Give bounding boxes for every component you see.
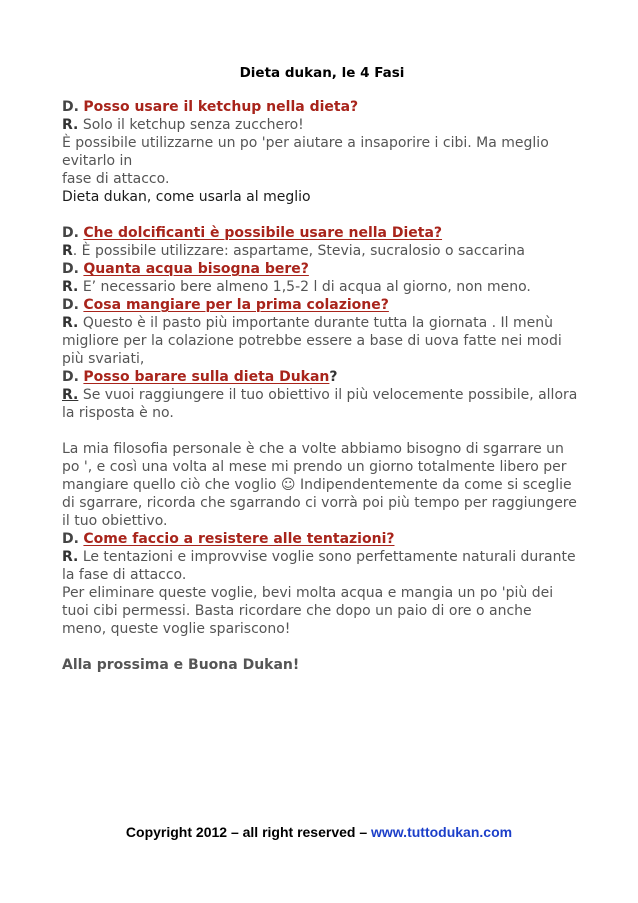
d-label: D.: [62, 531, 79, 547]
question-3-text: Quanta acqua bisogna bere?: [83, 261, 309, 277]
answer-6-line-1: R. Le tentazioni e improvvise voglie sono perfettamente naturali durante: [62, 549, 576, 565]
document-title: Dieta dukan, le 4 Fasi: [239, 65, 405, 81]
answer-5-line-2: la risposta è no.: [62, 405, 174, 421]
philosophy-line-1: La mia filosofia personale è che a volte abbiamo bisogno di sgarrare un: [62, 441, 564, 457]
question-2-text: Che dolcificanti è possibile usare nella Dieta?: [83, 225, 443, 241]
question-1: [62, 98, 582, 116]
footer-copyright: Copyright 2012 – all right reserved –: [125, 824, 372, 840]
question-1-text: Posso usare il ketchup nella dieta?: [83, 99, 359, 115]
philosophy-line-5: il tuo obiettivo.: [62, 513, 168, 529]
question-3: [62, 260, 582, 278]
philosophy-line-3: mangiare quello ciò che voglio ☺ Indipendentemente da come si sceglie: [62, 477, 572, 493]
question-2: [62, 224, 582, 242]
answer-6-line-5: meno, queste voglie spariscono!: [62, 621, 291, 637]
spacer: [62, 206, 582, 224]
question-5-text: Posso barare sulla dieta Dukan: [83, 369, 330, 385]
d-label: D.: [62, 261, 79, 277]
philosophy-line-2: po ', e così una volta al mese mi prendo un giorno totalmente libero per: [62, 459, 567, 475]
answer-4-line-2: migliore per la colazione potrebbe essere a base di uova fatte nei modi: [62, 333, 562, 349]
answer-4-line-1: R. Questo è il pasto più importante durante tutta la giornata . Il menù: [62, 315, 554, 331]
article-link[interactable]: Dieta dukan, come usarla al meglio: [62, 189, 311, 205]
r-label: R.: [62, 549, 79, 565]
answer-1-line-1: R. Solo il ketchup senza zucchero!: [62, 117, 304, 133]
question-6-text: Come faccio a resistere alle tentazioni?: [83, 531, 395, 547]
answer-6-line-3: Per eliminare queste voglie, bevi molta acqua e mangia un po 'più dei: [62, 585, 554, 601]
answer-1-line-4: fase di attacco.: [62, 171, 170, 187]
closing-line: Alla prossima e Buona Dukan!: [62, 657, 300, 673]
answer-1-line-3: evitarlo in: [62, 153, 133, 169]
question-mark: ?: [329, 369, 338, 385]
answer-6-line-4: tuoi cibi permessi. Basta ricordare che dopo un paio di ore o anche: [62, 603, 532, 619]
question-4-text: Cosa mangiare per la prima colazione?: [83, 297, 389, 313]
spacer: [62, 638, 582, 656]
d-label: D.: [62, 99, 79, 115]
r-label: R: [62, 243, 73, 259]
answer-2: R. È possibile utilizzare: aspartame, Stevia, sucralosio o saccarina: [62, 243, 525, 259]
philosophy-line-4: di sgarrare, ricorda che sgarrando ci vorrà poi più tempo per raggiungere: [62, 495, 577, 511]
answer-3: R. E’ necessario bere almeno 1,5-2 l di acqua al giorno, non meno.: [62, 279, 531, 295]
d-label: D.: [62, 369, 79, 385]
answer-1-line-2: È possibile utilizzarne un po 'per aiutare a insaporire i cibi. Ma meglio: [62, 135, 549, 151]
r-label: R.: [62, 315, 79, 331]
d-label: D.: [62, 297, 79, 313]
d-label: D.: [62, 225, 79, 241]
r-label: R.: [62, 387, 79, 403]
answer-4-line-3: più svariati,: [62, 351, 145, 367]
document-body: [62, 64, 582, 674]
question-5: [62, 368, 582, 386]
spacer: [62, 422, 582, 440]
question-4: [62, 296, 582, 314]
footer: [0, 823, 638, 841]
r-label: R.: [62, 117, 79, 133]
r-label: R.: [62, 279, 79, 295]
answer-6-line-2: la fase di attacco.: [62, 567, 187, 583]
footer-url-link[interactable]: www.tuttodukan.com: [371, 824, 513, 840]
question-6: [62, 530, 582, 548]
answer-5-line-1: R. Se vuoi raggiungere il tuo obiettivo il più velocemente possibile, allora: [62, 387, 578, 403]
